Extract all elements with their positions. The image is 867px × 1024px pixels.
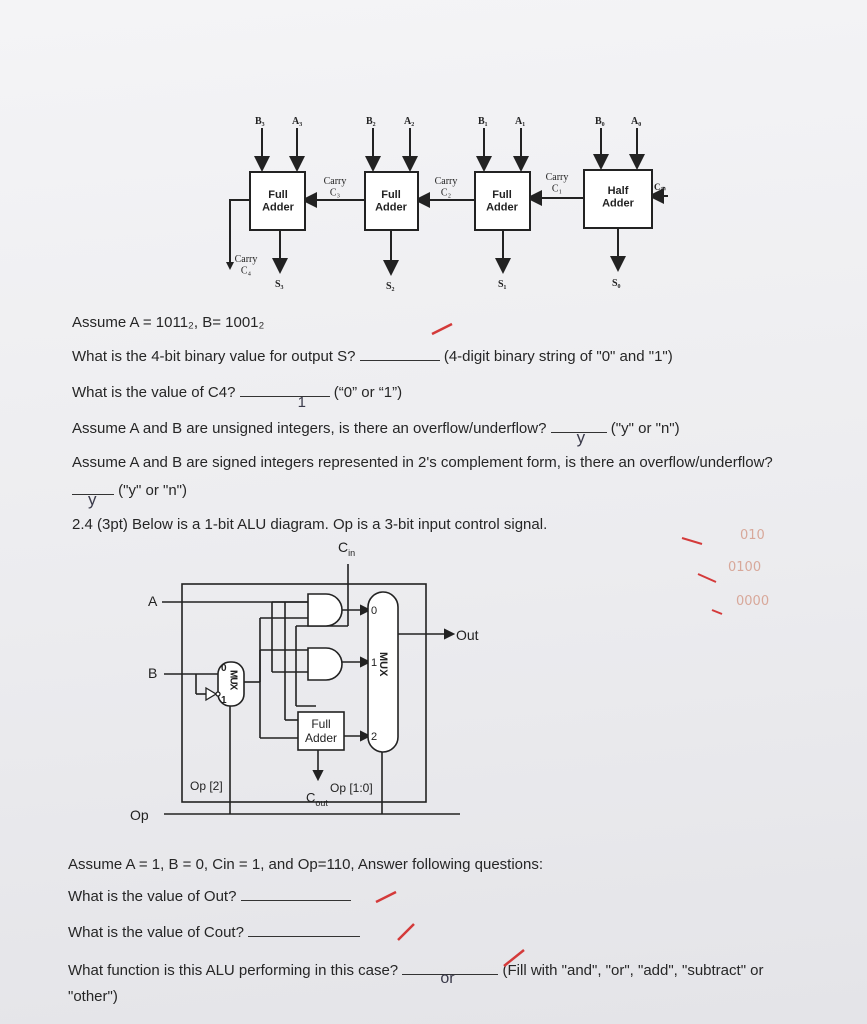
carry-label: [235, 254, 258, 277]
small-mux-in0: 0: [221, 663, 227, 674]
ripple-adder-diagram: [0, 0, 867, 300]
answer-blank-cout[interactable]: [248, 936, 360, 937]
red-check-mark: [500, 946, 530, 970]
label-line: Adder: [375, 201, 407, 214]
alu-diagram: [0, 530, 867, 830]
question-hint: (“0” or “1”): [333, 384, 403, 401]
question-unsigned-overflow: [72, 420, 680, 447]
answer-blank-s[interactable]: [360, 360, 440, 361]
label-line: Adder: [602, 197, 634, 210]
question-out: [68, 888, 351, 905]
big-mux-label: MUX: [377, 652, 389, 677]
handwritten-answer: y: [576, 428, 586, 447]
question-text: Assume A and B are unsigned integers, is there an overflow/underflow?: [72, 420, 547, 437]
and-gate-bottom: [308, 648, 342, 680]
answer-blank-c4[interactable]: [240, 394, 330, 411]
small-mux-in1: 1: [221, 695, 227, 706]
question-signed-overflow: Assume A and B are signed integers represented in 2's complement form, is there an overflow/underflow?: [72, 454, 773, 471]
big-mux-in1: 1: [371, 657, 378, 669]
small-mux-label: MUX: [227, 670, 239, 690]
question-text: What function is this ALU performing in this case?: [68, 962, 399, 979]
op10-label: Op [1:0]: [330, 781, 373, 795]
section-heading: 2.4 (3pt) Below is a 1-bit ALU diagram. Op is a 3-bit input control signal.: [72, 516, 548, 533]
question-function: [68, 962, 764, 987]
question-text: What is the value of Out?: [68, 888, 237, 905]
answer-blank-out[interactable]: [241, 900, 351, 901]
label-line: Full: [492, 189, 512, 201]
label-line: Full: [381, 189, 401, 201]
question-text: What is the 4-bit binary value for output S?: [72, 348, 356, 365]
adder-output-label: S₃: [275, 279, 284, 290]
label-line: C₁: [551, 183, 563, 195]
question-text: What is the value of Cout?: [68, 924, 244, 941]
label-line: Carry: [545, 172, 569, 183]
op2-label: Op [2]: [190, 779, 223, 793]
question-cout: [68, 924, 360, 941]
question-hint: ("y" or "n"): [610, 420, 680, 437]
label-line: Full: [268, 189, 288, 201]
handwritten-answer: or: [440, 970, 455, 987]
alu-out-label: Out: [456, 627, 479, 643]
carry-label: [546, 172, 569, 195]
red-check-mark: [372, 888, 402, 908]
label-line: Adder: [304, 730, 338, 745]
adder-input-label: B₂: [366, 116, 376, 127]
alu-input-b: B: [148, 665, 158, 681]
cin-label: Cᵢₙ: [654, 182, 666, 192]
adder-input-label: B₀: [595, 116, 605, 127]
label-line: C₂: [440, 187, 452, 199]
assume-values: Assume A = 1011₂, B= 1001₂: [72, 314, 265, 331]
and-gate-top: [308, 594, 342, 626]
alu-input-a: A: [148, 593, 158, 609]
cout-label: $C_{out}$: [306, 790, 328, 808]
label-line: C₃: [329, 187, 341, 199]
question-hint: ("y" or "n"): [118, 482, 187, 499]
adder-input-label: A₁: [515, 116, 526, 127]
margin-mark: 0000: [736, 594, 770, 609]
alu-op-label: Op: [130, 807, 149, 823]
label-line: Adder: [486, 201, 518, 214]
big-mux-in2: 2: [371, 731, 378, 743]
label-line: Adder: [262, 201, 294, 214]
adder-input-label: B₁: [478, 116, 488, 127]
red-check-mark: [428, 320, 458, 340]
label-line: Carry: [434, 176, 458, 187]
question-signed-answer: [72, 482, 187, 509]
question-hint: (4-digit binary string of "0" and "1"): [443, 348, 673, 365]
big-mux-in0: 0: [371, 605, 378, 617]
question-hint-continued: "other"): [68, 988, 118, 1005]
alu-cin-label: $C_{in}$: [338, 539, 356, 558]
carry-label: [324, 176, 347, 199]
adder-input-label: A₂: [404, 116, 415, 127]
label-line: Half: [607, 185, 629, 197]
question-hint: (Fill with "and", "or", "add", "subtract" or: [502, 962, 764, 979]
label-line: Carry: [323, 176, 347, 187]
answer-blank-unsigned[interactable]: [551, 428, 607, 447]
adder-output-label: S₁: [498, 279, 507, 290]
handwritten-answer: y: [88, 490, 97, 509]
adder-output-label: S₂: [386, 281, 395, 292]
adder-input-label: A₃: [292, 116, 303, 127]
label-line: Full: [311, 717, 331, 731]
answer-blank-signed[interactable]: [72, 490, 114, 509]
adder-output-label: S₀: [612, 278, 621, 289]
margin-mark: 0100: [728, 560, 762, 575]
margin-mark: 010: [740, 528, 765, 543]
adder-input-label: A₀: [631, 116, 642, 127]
question-c4: [72, 384, 403, 411]
alu-assume: Assume A = 1, B = 0, Cin = 1, and Op=110, Answer following questions:: [68, 856, 544, 873]
carry-label: [435, 176, 458, 199]
question-output-s: [72, 348, 673, 365]
label-line: C₄: [240, 265, 252, 277]
adder-input-label: B₃: [255, 116, 265, 127]
question-text: What is the value of C4?: [72, 384, 236, 401]
handwritten-answer: 1: [297, 394, 306, 411]
red-check-mark: [392, 920, 422, 944]
label-line: Carry: [234, 254, 258, 265]
answer-blank-function[interactable]: [402, 970, 498, 987]
